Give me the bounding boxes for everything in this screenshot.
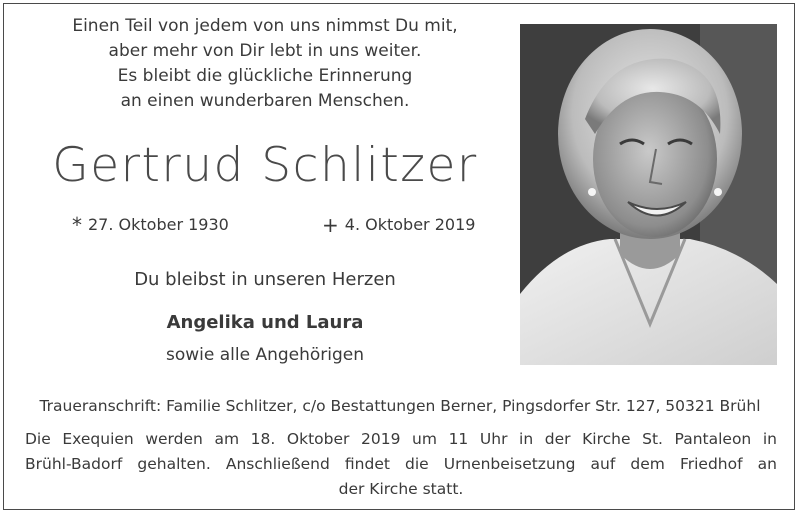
- memorial-poem: [30, 14, 500, 114]
- birth-star-icon: *: [72, 213, 82, 237]
- portrait-photo: [520, 24, 777, 365]
- relatives-line: sowie alle Angehörigen: [165, 345, 365, 365]
- poem-line: aber mehr von Dir lebt in uns weiter.: [108, 41, 422, 61]
- deceased-name: Gertrud Schlitzer: [52, 138, 478, 193]
- service-line: Die Exequien werden am 18. Oktober 2019 um 11 Uhr in der Kirche St. Pantaleon in: [25, 430, 777, 448]
- poem-line: an einen wunderbaren Menschen.: [120, 91, 410, 111]
- service-line: der Kirche statt.: [338, 480, 464, 498]
- birth-date: [72, 213, 229, 237]
- death-date: [322, 213, 475, 237]
- portrait-illustration: [520, 24, 777, 365]
- death-cross-icon: +: [322, 213, 339, 237]
- death-date-text: 4. Oktober 2019: [344, 215, 476, 234]
- mourning-address: Traueranschrift: Familie Schlitzer, c/o Bestattungen Berner, Pingsdorfer Str. 127, 50321 Brühl: [39, 397, 761, 415]
- family-names: Angelika und Laura: [166, 312, 364, 333]
- farewell-line: Du bleibst in unseren Herzen: [134, 269, 396, 290]
- birth-date-text: 27. Oktober 1930: [88, 215, 229, 234]
- poem-line: Einen Teil von jedem von uns nimmst Du mit,: [72, 16, 458, 36]
- poem-line: Es bleibt die glückliche Erinnerung: [117, 66, 413, 86]
- service-line: Brühl-Badorf gehalten. Anschließend findet die Urnenbeisetzung auf dem Friedhof an: [25, 455, 777, 473]
- service-details: [25, 427, 777, 502]
